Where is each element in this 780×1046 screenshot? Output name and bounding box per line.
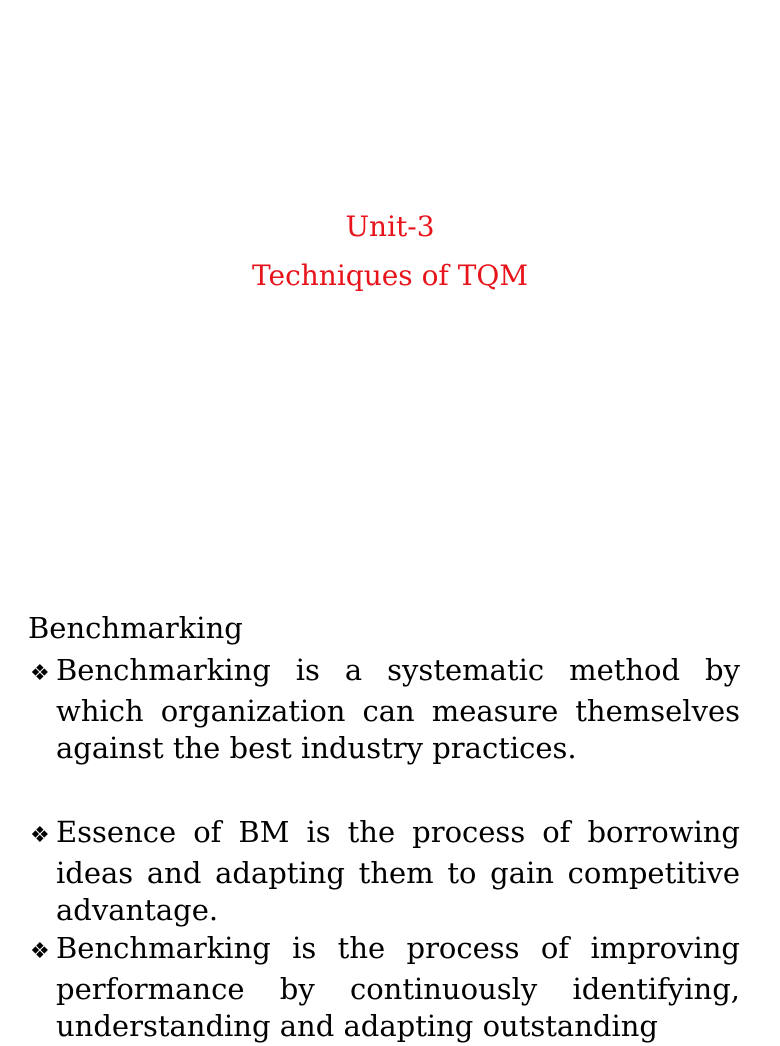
section-heading: Benchmarking <box>28 611 243 645</box>
diamond-bullet-icon: ❖ <box>30 661 50 686</box>
bullet-text: Benchmarking is the process of improving performance by continuously identifying, understanding and adapting outstanding <box>56 931 740 1043</box>
diamond-bullet-icon: ❖ <box>30 939 50 964</box>
topic-title: Techniques of TQM <box>252 259 528 292</box>
bullet-item <box>30 652 740 768</box>
diamond-bullet-icon: ❖ <box>30 823 50 848</box>
bullet-item <box>30 814 740 930</box>
unit-title: Unit-3 <box>345 210 435 243</box>
bullet-text: Benchmarking is a systematic method by which organization can measure themselves against the best industry practices. <box>56 653 740 765</box>
bullet-text: Essence of BM is the process of borrowing ideas and adapting them to gain competitive advantage. <box>56 815 740 927</box>
bullet-item <box>30 930 740 1046</box>
benchmarking-slide <box>0 560 768 1043</box>
